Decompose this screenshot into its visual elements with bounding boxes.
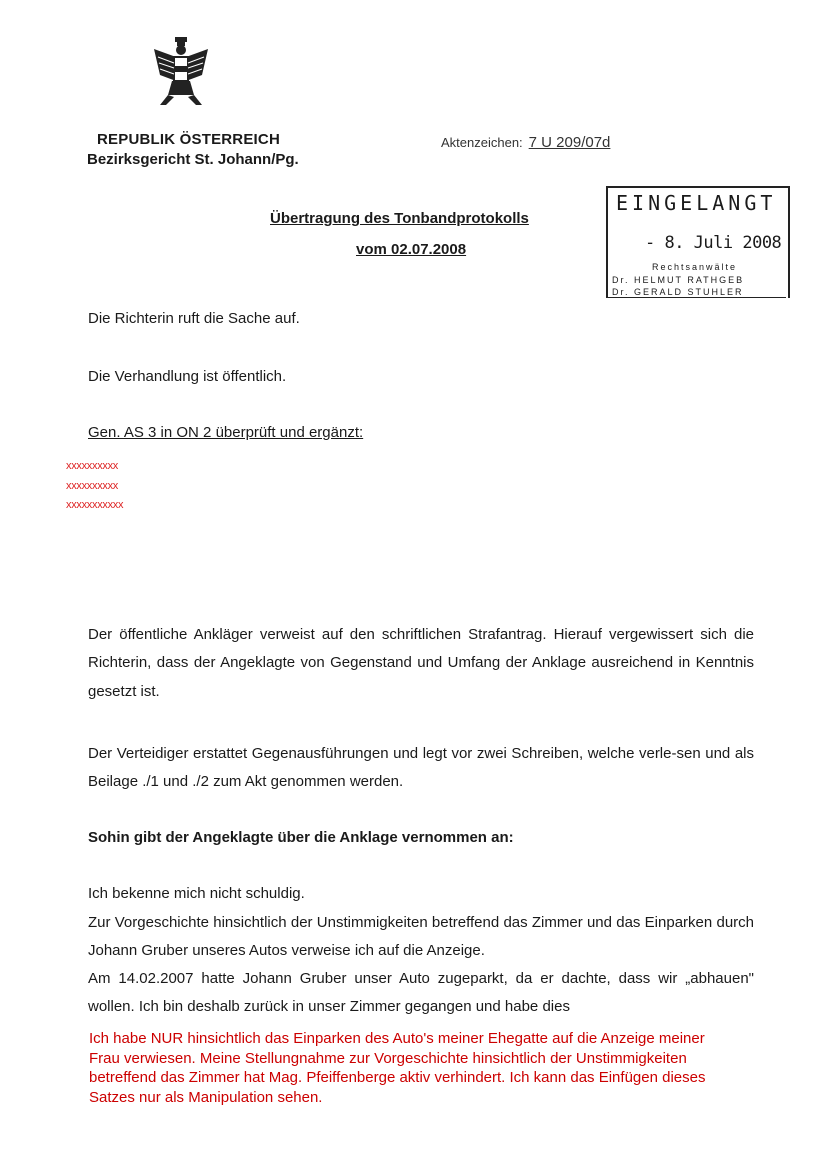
file-number-label: Aktenzeichen: (441, 135, 523, 150)
republic-heading: REPUBLIK ÖSTERREICH (97, 131, 280, 148)
section-heading-testimony: Sohin gibt der Angeklagte über die Anklage vernommen an: (88, 829, 514, 846)
redacted-line: xxxxxxxxxx (66, 460, 119, 472)
document-title: Übertragung des Tonbandprotokolls (270, 210, 529, 227)
handwritten-annotation (89, 1029, 789, 1107)
stamp-date: - 8. Juli 2008 (645, 233, 782, 253)
redacted-line: xxxxxxxxxx (66, 480, 119, 492)
annotation-line: Frau verwiesen. Meine Stellungnahme zur Vorgeschichte hinsichtlich der Unstimmigkeiten (89, 1049, 687, 1067)
stamp-divider (606, 297, 786, 298)
testimony-plea: Ich bekenne mich nicht schuldig. (88, 885, 305, 902)
testimony-events: Am 14.02.2007 hatte Johann Gruber unser Auto zugeparkt, da er dachte, dass wir „abhauen" wollen. Ich bin deshalb zurück in unser Zimmer gegangen und habe dies (88, 970, 754, 1016)
paragraph-defense: Der Verteidiger erstattet Gegenausführungen und legt vor zwei Schreiben, welche verle-sen und als Beilage ./1 und ./2 zum Akt genommen werden. (88, 745, 754, 791)
stamp-lawyer-2: Dr. GERALD STUHLER (612, 287, 744, 297)
file-number (441, 134, 610, 151)
court-name: Bezirksgericht St. Johann/Pg. (87, 151, 299, 168)
stamp-heading: EINGELANGT (616, 191, 777, 215)
paragraph-prosecutor: Der öffentliche Ankläger verweist auf den schriftlichen Strafantrag. Hierauf vergewissert sich die Richterin, dass der Angeklagte von Gegenstand und Umfang der Anklage ausreichend in Kenntnis gesetzt ist. (88, 626, 754, 700)
paragraph-call: Die Richterin ruft die Sache auf. (88, 310, 300, 327)
stamp-firm: Rechtsanwälte (652, 262, 738, 272)
testimony-background: Zur Vorgeschichte hinsichtlich der Unstimmigkeiten betreffend das Zimmer und das Einparken durch Johann Gruber unseres Autos verweise ich auf die Anzeige. (88, 914, 754, 960)
document-date: vom 02.07.2008 (356, 241, 467, 258)
annotation-line: Satzes nur als Manipulation sehen. (89, 1088, 323, 1106)
paragraph-public: Die Verhandlung ist öffentlich. (88, 368, 287, 385)
coat-of-arms-eagle-icon (150, 35, 212, 107)
stamp-lawyer-1: Dr. HELMUT RATHGEB (612, 275, 745, 285)
redacted-line: xxxxxxxxxxx (66, 499, 124, 511)
annotation-line: betreffend das Zimmer hat Mag. Pfeiffenberge aktiv verhindert. Ich kann das Einfügen dieses (89, 1069, 706, 1086)
annotation-line: Ich habe NUR hinsichtlich das Einparken des Auto's meiner Ehegatte auf die Anzeige meiner (89, 1030, 705, 1047)
file-number-value: 7 U 209/07d (528, 134, 611, 151)
paragraph-personal-data: Gen. AS 3 in ON 2 überprüft und ergänzt: (88, 424, 364, 441)
